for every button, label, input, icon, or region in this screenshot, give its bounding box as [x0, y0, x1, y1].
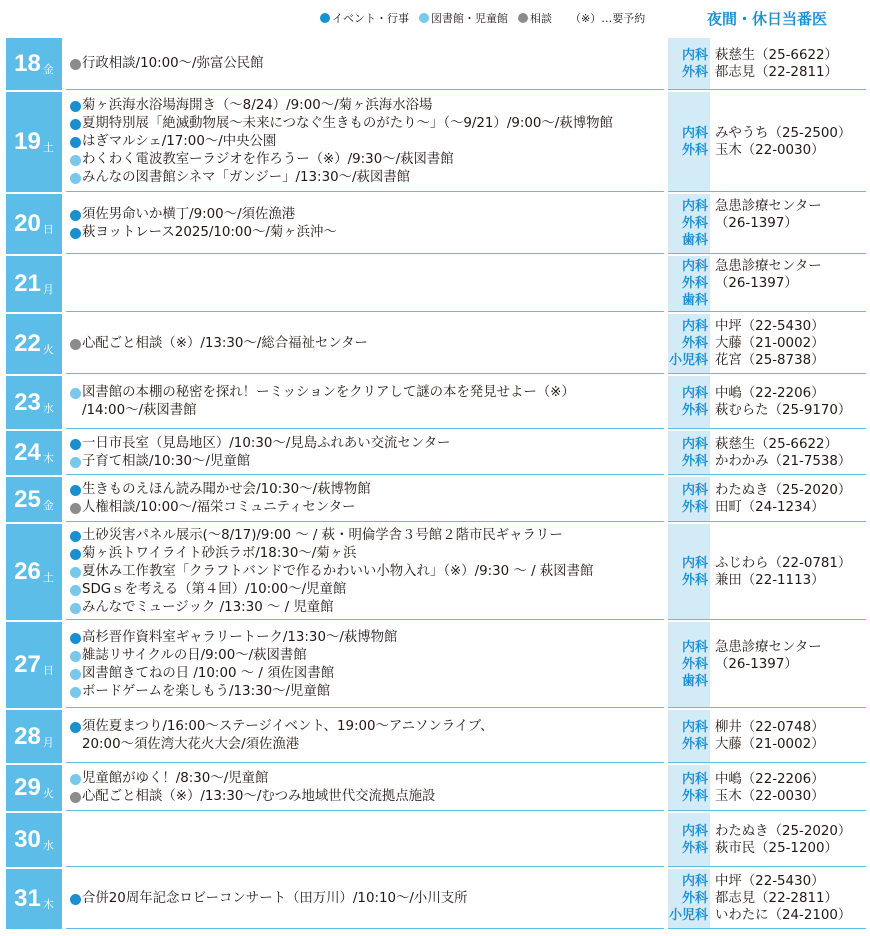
day-of-week: 火 — [42, 787, 54, 800]
doctor-cell — [668, 622, 866, 708]
doctor-name — [710, 292, 715, 309]
doctor-name: わたぬき（25-2020） — [715, 823, 852, 839]
doctor-cell — [668, 813, 866, 867]
date-number: 26 — [14, 558, 41, 585]
doctor-cell — [668, 256, 866, 312]
legend — [320, 10, 645, 26]
event-text: 一日市長室（見島地区）/10:30〜/見島ふれあい交流センター — [82, 435, 451, 451]
doctor-line — [668, 736, 866, 753]
doctor-line — [668, 215, 866, 232]
doctor-name: （26-1397） — [715, 216, 798, 231]
department-label: 内科 — [681, 319, 708, 334]
department-label: 歯科 — [681, 674, 708, 689]
consult-dot-icon — [70, 339, 81, 350]
doctor-line — [668, 840, 866, 857]
event-text: みんなの図書館シネマ「ガンジー」/13:30〜/萩図書館 — [82, 169, 411, 185]
date-cell — [6, 38, 62, 90]
day-row — [6, 710, 866, 765]
library-dot-icon — [70, 585, 81, 596]
day-row — [6, 431, 866, 477]
date-cell — [6, 314, 62, 374]
event-dot-icon — [320, 13, 330, 23]
event-dot-icon — [70, 119, 81, 130]
date-cell — [6, 92, 62, 192]
legend-item-library — [419, 10, 508, 26]
event-item — [70, 718, 660, 736]
event-dot-icon — [70, 633, 81, 644]
doctor-line — [668, 656, 866, 673]
event-text: 土砂災害パネル展示(〜8/17)/9:00 〜 / 萩・明倫学舎３号館２階市民ギャラリー — [82, 527, 563, 543]
event-item — [70, 55, 660, 73]
doctor-line — [668, 499, 866, 516]
department-label: 内科 — [681, 259, 708, 274]
department-label: 外科 — [681, 216, 708, 231]
event-dot-icon — [70, 894, 81, 905]
date-cell — [6, 431, 62, 475]
event-text: 高杉晋作資料室ギャラリートーク/13:30〜/萩博物館 — [82, 629, 398, 645]
doctor-list — [668, 38, 866, 89]
date-number: 25 — [14, 485, 41, 513]
day-row — [6, 813, 866, 869]
event-item — [70, 115, 660, 133]
day-row — [6, 194, 866, 256]
date-cell — [6, 622, 62, 708]
department-label: 小児科 — [668, 353, 708, 368]
doctor-name: （26-1397） — [715, 657, 798, 672]
events-cell — [66, 256, 664, 312]
event-item — [70, 335, 660, 353]
doctor-cell — [668, 765, 866, 811]
doctor-cell — [668, 477, 866, 522]
event-text: 心配ごと相談（※）/13:30〜/総合福祉センター — [82, 335, 368, 351]
doctor-cell — [668, 194, 866, 254]
event-text: 20:00〜須佐湾大花火大会/須佐漁港 — [82, 737, 300, 752]
events-cell — [66, 765, 664, 811]
event-dot-icon — [70, 439, 81, 450]
doctor-line — [668, 232, 866, 249]
event-text: 生きものえほん読み聞かせ会/10:30〜/萩博物館 — [82, 482, 371, 497]
day-of-week: 火 — [42, 343, 54, 356]
day-row — [6, 477, 866, 524]
consult-dot-icon — [518, 13, 528, 23]
date-cell — [6, 710, 62, 763]
event-item — [70, 169, 660, 187]
event-item — [70, 151, 660, 169]
doctor-list — [668, 622, 866, 707]
doctor-line — [668, 198, 866, 215]
department-label: 内科 — [681, 874, 708, 889]
doctor-name: 急患診療センター — [715, 640, 822, 655]
doctor-line — [668, 125, 866, 142]
department-label: 歯科 — [681, 293, 708, 308]
event-text: /14:00〜/萩図書館 — [82, 403, 197, 418]
event-item — [70, 545, 660, 563]
doctor-name: 萩慈生（25-6622） — [715, 47, 838, 63]
event-text: 菊ヶ浜トワイライト砂浜ラボ/18:30〜/菊ヶ浜 — [82, 545, 357, 561]
event-item — [70, 736, 660, 754]
doctor-line — [668, 453, 866, 470]
date-number: 21 — [14, 270, 41, 297]
event-item — [70, 527, 660, 545]
event-text: みんなでミュージック /13:30 〜 / 児童館 — [82, 599, 334, 615]
doctor-name: 花宮（25-8738） — [715, 353, 825, 368]
day-of-week: 水 — [42, 401, 54, 415]
event-item — [70, 770, 660, 788]
doctor-list — [668, 869, 866, 928]
day-of-week: 土 — [42, 571, 54, 584]
event-text: 須佐男命いか横丁/9:00〜/須佐漁港 — [82, 206, 296, 222]
event-dot-icon — [70, 549, 81, 560]
date-number: 20 — [14, 210, 41, 237]
doctor-name: ふじわら（22-0781） — [715, 555, 852, 571]
event-text: 子育て相談/10:30〜/児童館 — [82, 453, 251, 469]
day-of-week: 水 — [42, 839, 54, 852]
doctor-name: 中坪（22-5430） — [715, 319, 825, 334]
department-label: 内科 — [681, 436, 708, 452]
doctor-name — [710, 232, 715, 249]
doctor-list — [668, 376, 866, 428]
doctor-name: 都志見（22-2811） — [715, 64, 838, 80]
event-item — [70, 647, 660, 665]
department-label: 内科 — [681, 386, 708, 401]
event-item — [70, 563, 660, 581]
day-row — [6, 314, 866, 376]
event-item — [70, 402, 660, 420]
event-text: 合併20周年記念ロビーコンサート（田万川）/10:10〜/小川支所 — [82, 890, 468, 906]
doctor-cell — [668, 314, 866, 374]
event-text: 行政相談/10:00〜/弥富公民館 — [82, 55, 264, 71]
event-item — [70, 224, 660, 242]
event-item — [70, 581, 660, 599]
library-dot-icon — [70, 173, 81, 184]
doctor-name: 都志見（22-2811） — [715, 891, 838, 906]
event-text: 雑誌リサイクルの日/9:00〜/萩図書館 — [82, 647, 307, 663]
department-label: 内科 — [681, 555, 708, 571]
event-item — [70, 206, 660, 224]
doctor-line — [668, 352, 866, 369]
doctor-name: 中坪（22-5430） — [715, 874, 825, 889]
legend-label: イベント・行事 — [332, 12, 409, 25]
events-cell — [66, 869, 664, 929]
doctor-list — [668, 477, 866, 521]
date-cell — [6, 765, 62, 811]
legend-label: 図書館・児童館 — [431, 12, 508, 25]
date-cell — [6, 376, 62, 429]
department-label: 内科 — [681, 483, 708, 498]
day-of-week: 木 — [42, 898, 54, 911]
day-row — [6, 524, 866, 622]
doctor-name: 萩市民（25-1200） — [715, 840, 838, 856]
date-cell — [6, 477, 62, 522]
legend-item-event — [320, 10, 409, 26]
doctor-name: （26-1397） — [715, 276, 798, 291]
legend-label: 相談 — [530, 12, 552, 25]
event-text: 夏休み工作教室「クラフトバンドで作るかわいい小物入れ」（※）/9:30 〜 / 萩図書館 — [82, 563, 594, 579]
event-dot-icon — [70, 485, 81, 496]
date-cell — [6, 869, 62, 929]
event-text: 心配ごと相談（※）/13:30〜/むつみ地域世代交流拠点施設 — [82, 788, 436, 804]
doctor-line — [668, 47, 866, 64]
library-dot-icon — [419, 13, 429, 23]
event-text: はぎマルシェ/17:00〜/中央公園 — [82, 133, 277, 149]
date-number: 19 — [14, 128, 41, 155]
department-label: 外科 — [681, 572, 708, 588]
doctor-line — [668, 771, 866, 788]
library-dot-icon — [70, 457, 81, 468]
department-label: 外科 — [681, 737, 708, 752]
doctor-cell — [668, 376, 866, 429]
library-dot-icon — [70, 774, 81, 785]
day-of-week: 木 — [42, 452, 54, 465]
event-item — [70, 683, 660, 701]
date-number: 28 — [14, 722, 41, 750]
day-row — [6, 38, 866, 92]
date-number: 30 — [14, 826, 41, 853]
events-cell — [66, 431, 664, 475]
department-label: 外科 — [681, 657, 708, 672]
event-dot-icon — [70, 531, 81, 542]
day-of-week: 月 — [42, 283, 54, 296]
day-row — [6, 765, 866, 813]
doctor-name: 中嶋（22-2206） — [715, 771, 825, 787]
event-text: 児童館がゆく！/8:30〜/児童館 — [82, 770, 269, 786]
doctor-line — [668, 275, 866, 292]
day-of-week: 月 — [42, 735, 54, 749]
event-text: わくわく電波教室ーラジオを作ろうー（※）/9:30〜/萩図書館 — [82, 151, 454, 167]
doctor-line — [668, 907, 866, 924]
doctor-cell — [668, 869, 866, 929]
events-cell — [66, 38, 664, 90]
department-label: 内科 — [681, 720, 708, 735]
events-cell — [66, 524, 664, 620]
doctor-name: 玉木（22-0030） — [715, 142, 825, 158]
day-of-week: 土 — [42, 141, 54, 154]
date-number: 29 — [14, 774, 41, 801]
event-item — [70, 133, 660, 151]
event-calendar — [6, 38, 866, 931]
doctor-name: 萩むらた（25-9170） — [715, 403, 852, 418]
day-row — [6, 622, 866, 710]
doctor-list — [668, 710, 866, 762]
event-item — [70, 599, 660, 617]
library-dot-icon — [70, 388, 81, 399]
doctor-name: 玉木（22-0030） — [715, 788, 825, 804]
doctor-line — [668, 482, 866, 499]
doctor-list — [668, 813, 866, 866]
library-dot-icon — [70, 567, 81, 578]
department-label: 外科 — [681, 403, 708, 418]
doctor-name: 大藤（21-0002） — [715, 737, 825, 752]
department-label: 小児科 — [668, 908, 708, 923]
event-text: 夏期特別展「絶滅動物展〜未来につなぐ生きものがたり〜」（〜9/21）/9:00〜/萩博物館 — [82, 115, 613, 131]
day-row — [6, 92, 866, 194]
doctor-name: 急患診療センター — [715, 199, 822, 214]
events-cell — [66, 710, 664, 763]
event-text: 須佐夏まつり/16:00〜ステージイベント、19:00〜アニソンライブ、 — [82, 719, 494, 734]
day-of-week: 日 — [42, 664, 54, 677]
doctor-list — [668, 524, 866, 619]
doctor-line — [668, 639, 866, 656]
doctor-name — [710, 673, 715, 690]
department-label: 内科 — [681, 771, 708, 787]
events-cell — [66, 314, 664, 374]
department-label: 内科 — [681, 47, 708, 63]
day-of-week: 日 — [42, 223, 54, 236]
event-item — [70, 629, 660, 647]
doctor-line — [668, 292, 866, 309]
day-row — [6, 869, 866, 931]
consult-dot-icon — [70, 59, 81, 70]
date-number: 24 — [14, 439, 41, 466]
doctor-name: 大藤（21-0002） — [715, 336, 825, 351]
day-row — [6, 376, 866, 431]
department-label: 外科 — [681, 276, 708, 291]
event-dot-icon — [70, 228, 81, 239]
event-text: ボードゲームを楽しもう/13:30〜/児童館 — [82, 683, 331, 699]
consult-dot-icon — [70, 792, 81, 803]
event-text: 人権相談/10:00〜/福栄コミュニティセンター — [82, 500, 356, 515]
date-cell — [6, 194, 62, 254]
doctor-list — [668, 431, 866, 474]
doctor-name: 中嶋（22-2206） — [715, 386, 825, 401]
department-label: 歯科 — [681, 233, 708, 248]
department-label: 外科 — [681, 500, 708, 515]
reserve-note: （※）…要予約 — [570, 12, 646, 25]
doctor-cell — [668, 38, 866, 90]
doctor-line — [668, 788, 866, 805]
doctor-line — [668, 142, 866, 159]
event-text: 図書館きてねの日 /10:00 〜 / 須佐図書館 — [82, 665, 335, 681]
library-dot-icon — [70, 603, 81, 614]
doctor-name: かわかみ（21-7538） — [715, 453, 852, 469]
doctor-list — [668, 256, 866, 311]
day-of-week: 金 — [42, 63, 54, 76]
doctor-cell — [668, 92, 866, 192]
doctor-name: 兼田（22-1113） — [715, 572, 825, 588]
event-text: SDGｓを考える（第４回）/10:00〜/児童館 — [82, 581, 347, 597]
doctor-line — [668, 572, 866, 589]
events-cell — [66, 376, 664, 429]
event-item — [70, 453, 660, 471]
night-doctor-title: 夜間・休日当番医 — [706, 10, 827, 28]
day-row — [6, 256, 866, 314]
doctor-line — [668, 823, 866, 840]
event-dot-icon — [70, 210, 81, 221]
event-item — [70, 97, 660, 115]
library-dot-icon — [70, 669, 81, 680]
doctor-name: みやうち（25-2500） — [715, 125, 852, 141]
date-cell — [6, 813, 62, 867]
event-dot-icon — [70, 722, 81, 733]
events-cell — [66, 92, 664, 192]
event-item — [70, 384, 660, 402]
doctor-line — [668, 64, 866, 81]
doctor-name: いわたに（24-2100） — [715, 908, 852, 923]
doctor-list — [668, 314, 866, 373]
doctor-line — [668, 335, 866, 352]
date-number: 23 — [14, 388, 41, 416]
date-cell — [6, 524, 62, 620]
events-cell — [66, 622, 664, 708]
doctor-line — [668, 890, 866, 907]
doctor-line — [668, 873, 866, 890]
doctor-name: 田町（24-1234） — [715, 500, 825, 515]
event-dot-icon — [70, 101, 81, 112]
events-cell — [66, 194, 664, 254]
doctor-line — [668, 436, 866, 453]
event-item — [70, 788, 660, 806]
event-text: 菊ヶ浜海水浴場海開き（〜8/24）/9:00〜/菊ヶ浜海水浴場 — [82, 97, 433, 113]
department-label: 内科 — [681, 823, 708, 839]
date-number: 22 — [14, 330, 41, 357]
events-cell — [66, 477, 664, 522]
event-item — [70, 481, 660, 499]
department-label: 外科 — [681, 336, 708, 351]
doctor-name: 柳井（22-0748） — [715, 720, 825, 735]
event-text: 図書館の本棚の秘密を探れ！ーミッションをクリアして謎の本を発見せよー（※） — [82, 385, 575, 400]
doctor-list — [668, 765, 866, 810]
department-label: 外科 — [681, 453, 708, 469]
event-item — [70, 499, 660, 517]
doctor-line — [668, 318, 866, 335]
doctor-line — [668, 673, 866, 690]
day-of-week: 金 — [42, 498, 54, 512]
event-dot-icon — [70, 137, 81, 148]
events-cell — [66, 813, 664, 867]
department-label: 内科 — [681, 640, 708, 655]
doctor-name: 萩慈生（25-6622） — [715, 436, 838, 452]
event-item — [70, 435, 660, 453]
event-item — [70, 665, 660, 683]
doctor-name: 急患診療センター — [715, 259, 822, 274]
department-label: 外科 — [681, 788, 708, 804]
event-item — [70, 890, 660, 908]
doctor-line — [668, 555, 866, 572]
doctor-cell — [668, 524, 866, 620]
library-dot-icon — [70, 155, 81, 166]
doctor-line — [668, 402, 866, 419]
doctor-list — [668, 92, 866, 191]
date-number: 31 — [14, 885, 41, 912]
doctor-name: わたぬき（25-2020） — [715, 483, 852, 498]
event-text: 萩ヨットレース2025/10:00〜/菊ヶ浜沖〜 — [82, 224, 337, 240]
date-cell — [6, 256, 62, 312]
date-number: 27 — [14, 651, 41, 678]
doctor-list — [668, 194, 866, 253]
doctor-line — [668, 258, 866, 275]
department-label: 内科 — [681, 199, 708, 214]
doctor-line — [668, 719, 866, 736]
department-label: 外科 — [681, 840, 708, 856]
department-label: 外科 — [681, 142, 708, 158]
department-label: 外科 — [681, 891, 708, 906]
doctor-cell — [668, 431, 866, 475]
library-dot-icon — [70, 651, 81, 662]
legend-item-consult — [518, 10, 552, 26]
department-label: 外科 — [681, 64, 708, 80]
doctor-line — [668, 385, 866, 402]
consult-dot-icon — [70, 503, 81, 514]
date-number: 18 — [14, 50, 41, 77]
library-dot-icon — [70, 687, 81, 698]
department-label: 内科 — [681, 125, 708, 141]
doctor-cell — [668, 710, 866, 763]
